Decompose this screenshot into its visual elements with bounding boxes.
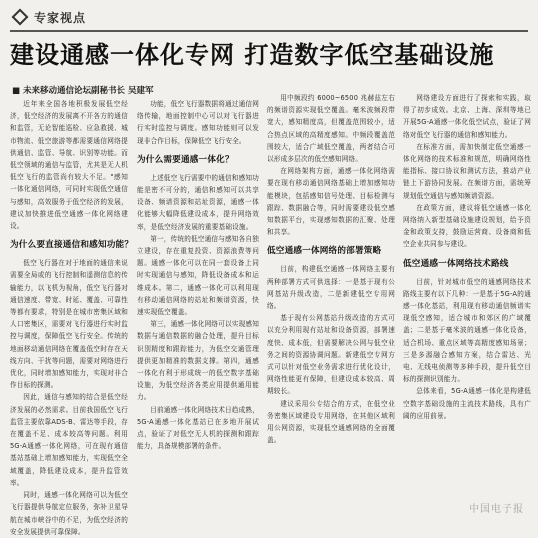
column-2 (137, 98, 259, 519)
paragraph: 总体来看，5G-A通感一体化是构建低空数字基础设施的主流技术路线，具有广阔的应用前景。 (403, 387, 531, 420)
section-header (10, 6, 86, 28)
column-3 (267, 92, 395, 519)
paragraph: 基于现有公网基站升级改造的方式可以充分利用现有站址和设备资源，部署速度快、成本低，但需要解决公网与低空业务之间的资源协调问题。新建低空专网方式可以针对低空业务需求进行优化设计，网络性能更有保障，但建设成本较高、周期较长。 (267, 314, 395, 396)
paragraph: 在标准方面，需加快制定低空通感一体化网络的技术标准和规范，明确网络性能指标、接口协议和测试方法，推动产业链上下游协同发展。在频谱方面，需统筹规划低空通信与感知频谱资源。 (403, 142, 531, 200)
paragraph: 因此，通信与感知的结合是低空经济发展的必然需求。目前我国低空飞行监管主要依靠ADS-B、雷达等手段，存在覆盖不足、成本较高等问题。利用5G-A通感一体化网络，可在现有通信基站基础上增加感知能力，实现低空全域覆盖，降低建设成本，提升监管效率。 (10, 393, 128, 487)
paragraph: 第一，传统的低空通信与感知各自独立建设，存在重复投资、资源浪费等问题。通感一体化可以在同一套设备上同时实现通信与感知，降低设备成本和运维成本。第二，通感一体化可以利用现有移动通信网络的站址和频谱资源，快速实现低空覆盖。 (137, 234, 259, 317)
section-label: 专家视点 (34, 10, 87, 25)
article-byline: ■ 未来移动通信论坛副秘书长 吴建军 (12, 86, 154, 96)
paragraph: 目前，构建低空通感一体网络主要有两种部署方式可供选择：一是基于现有公网基站升级改造，二是新建低空专用网络。 (267, 265, 395, 311)
paragraph: 网络建设方面进行了探索和实践，取得了初步成效。北京、上海、深圳等地已开展5G-A通感一体化低空试点，验证了网络对低空飞行器的通信和感知能力。 (403, 94, 531, 139)
diamond-icon (12, 9, 29, 26)
paragraph: 上述低空飞行需要中的通信和感知功能是密不可分的，通信和感知可以共享设备、频谱资源和站址资源，通感一体化能够大幅降低建设成本，提升网络效率，是低空经济发展的重要基础设施。 (137, 173, 259, 231)
subheading: 为什么需要通感一体化？ (137, 154, 234, 165)
column-1 (10, 98, 134, 536)
paragraph: 用中频段约 6000~6500 兆赫兹左右的频谱资源实现低空覆盖。毫米波频段带宽大，感知精度高，但覆盖范围较小，适合热点区域的高精度感知。中频段覆盖范围较大，适合广域低空覆盖，两者结合可以形成多层次的低空感知网络。 (267, 94, 395, 164)
paragraph: 目前，针对城市低空的通感网络技术路线主要有以下几种：一是基于5G-A的通感一体化基站，利用现有移动通信频谱实现低空感知，适合城市和郊区的广域覆盖；二是基于毫米波的通感一体化设备，适合机场、重点区域等高精度感知场景；三是多源融合感知方案，结合雷达、光电、无线电侦测等多种手段，提升低空目标的探测识别能力。 (403, 277, 531, 384)
subheading: 低空通感一体网络的部署策略 (267, 246, 382, 257)
paragraph: 在政策方面，建议将低空通感一体化网络纳入新型基础设施建设规划，给予资金和政策支持，鼓励运营商、设备商和低空企业共同参与建设。 (403, 203, 531, 249)
column-4 (403, 92, 531, 519)
paragraph: 目前通感一体化网络技术日趋成熟，5G-A通感一体化基站已在多地开展试点，验证了对低空无人机的探测和跟踪能力，具备规模部署的条件。 (137, 405, 259, 451)
paragraph: 在网络架构方面，通感一体化网络需要在现有移动通信网络基础上增加感知功能模块，包括感知信号处理、目标检测与跟踪、数据融合等，同时需要建设低空感知数据平台，实现感知数据的汇聚、处理和共享。 (267, 167, 395, 237)
subheading: 为什么要直接通信和感知功能？ (10, 240, 134, 251)
subheading: 低空通感一体网络技术路线 (403, 258, 509, 269)
article-headline: 建设通感一体化专网 打造数字低空基础设施 (10, 41, 495, 69)
paragraph: 第三，通感一体化网络可以实现感知数据与通信数据的融合处理，提升目标识别精度和跟踪能力，为低空交通管理提供更加精准的数据支撑。第四，通感一体化有利于形成统一的低空数字基础设施，为低空经济各类应用提供通用能力。 (137, 320, 259, 402)
paragraph: 建议采用公专结合的方式，在低空业务密集区域建设专用网络，在其他区域利用公网资源，实现低空通感网络的全面覆盖。 (267, 399, 395, 445)
source-watermark: 中国电子报 (469, 504, 524, 515)
section-divider (10, 30, 528, 32)
paragraph: 低空飞行器在对于地面的通信来说需要全局或的飞行控制和遥测信息的传输能力，以飞机为视角，低空飞行器对通信速度、带宽、时延、覆盖、可靠性等都有要求，特别是在城市密集区域和人口密集区，需要对飞行器进行实时监控与调度，保障低空飞行安全。传统的地面移动通信网络在覆盖低空时存在天线方向、干扰等问题，需要对网络进行优化，同时增加感知能力，实现对非合作目标的探测。 (10, 259, 128, 390)
paragraph: 功能，低空飞行器数据将通过通信网络传输，地面控制中心可以对飞行器进行实时监控与调度。感知功能则可以发现非合作目标，保障低空飞行安全。 (137, 100, 259, 145)
paragraph: 近年来全国各地积极发展低空经济，低空经济的发展离不开各方的通信和监管，无论智能巡检、应急救援、城市物流、低空旅游等都需要通信网络提供通信、监管、导航、识别等功能。而低空领域的通信与监管，尤其是无人机低空飞行的监管尚有较大不足。"感知一体化通信网络，可同时实现低空通信与感知，高效服务于低空经济的发展，建议加快推进低空通感一体化网络建设。 (10, 100, 128, 231)
paragraph: 同时，通感一体化网络可以为低空飞行器提供导航定位服务，弥补卫星导航在城市峡谷中的不足，为低空经济的安全发展提供可靠保障。 (10, 491, 128, 536)
